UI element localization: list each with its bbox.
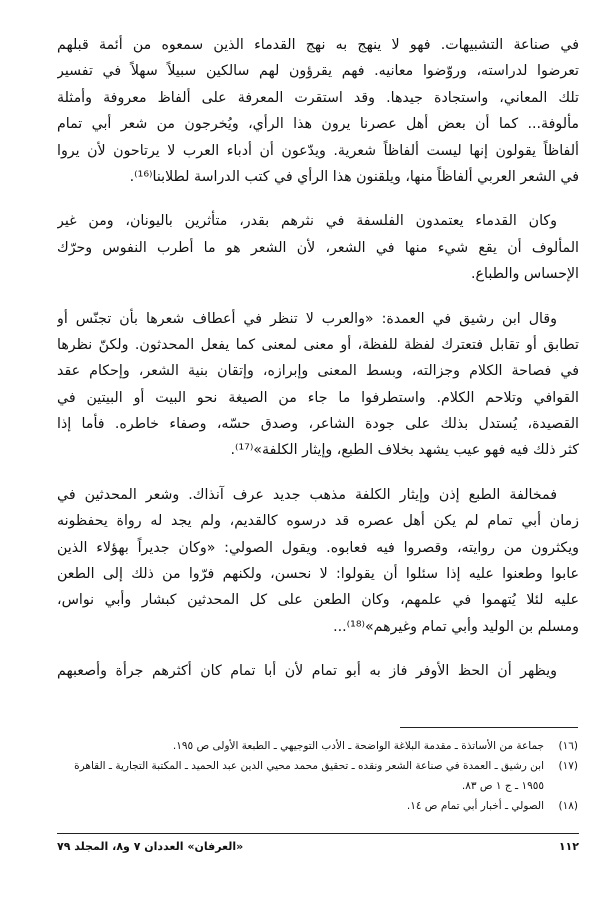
footnote-text: ابن رشيق ـ العمدة في صناعة الشعر ونقده ـ تحقيق محمد محيي الدين عبد الحميد ـ المكتبة التجارية ـ القاهرة ١٩٥٥ ـ ج ١ ص ٨٣.	[74, 760, 544, 792]
footnote	[60, 756, 578, 796]
paragraph	[57, 208, 579, 287]
text-line: مألوفة... كما أن بعض أهل عصرنا يرون هذا الرأي، ويُخرجون من شعر أبي تمام	[57, 116, 579, 133]
footnote-number: (١٦)	[558, 740, 578, 752]
paragraph	[57, 658, 579, 684]
text-line: ويظهر أن الحظ الأوفر فاز به أبو تمام لأن أبا تمام كان أكثرهم جرأة وأصعبهم	[57, 663, 557, 680]
text-line: ألفاظاً يقولون إنها ليست ألفاظاً شعرية. ويدّعون أن أدباء العرب لا يرتاحون لأن يروا	[57, 142, 579, 159]
body-text	[57, 32, 579, 703]
footnote-number: (١٧)	[558, 760, 578, 772]
paragraph	[57, 32, 579, 190]
page-number: ١١٢	[558, 840, 579, 853]
text-line: المألوف أن يقع شيء منها في الشعر، لأن الشعر هو ما أطرب النفوس وحرّك	[57, 239, 579, 256]
text-line: القصيدة، يُستدل بذلك على جودة الشاعر، وصدق حسّه، وصفاء خاطره. فأما إذا	[57, 416, 579, 433]
text-line: في الشعر العربي ألفاظاً منها، ويلقنون هذا الرأي في كتب الدراسة لطلابنا⁽¹⁶⁾.	[129, 168, 579, 185]
footnote	[60, 736, 578, 756]
text-line: عليه لئلا يُتهموا في علمهم، وكان الطعن على كل المحدثين كبشار وأبي نواس،	[57, 592, 579, 609]
text-line: ويكثرون من روايته، وقصروا فيه فعابوه. ويقول الصولي: «وكان جديراً بهؤلاء الذين	[57, 539, 579, 556]
text-line: القوافي وتلاحم الكلام. واستطرفوا ما جاء من الصيغة نحو البيت أو البيتين في	[57, 389, 579, 406]
paragraph	[57, 306, 579, 464]
text-line: وكان القدماء يعتمدون الفلسفة في نثرهم بقدر، متأثرين باليونان، ومن غير	[57, 213, 557, 230]
text-line: في فصاحة الكلام وجزالته، وبسط المعنى وإبرازه، وإتقان بنية الشعر، وإحكام عقد	[57, 363, 579, 380]
footnote-text: الصولي ـ أخبار أبي تمام ص ١٤.	[406, 800, 544, 812]
text-line: زمان أبي تمام لم يكن أهل عصره قد درسوه كالقديم، ولم يجد له رواة يحفظونه	[57, 513, 579, 530]
footnote-text: جماعة من الأساتذة ـ مقدمة البلاغة الواضحة ـ الأدب التوجيهي ـ الطبعة الأولى ص ١٩٥.	[172, 740, 544, 752]
text-line: كثر ذلك فيه فهو عيب يشهد بخلاف الطبع، وإيثار الكلفة»⁽¹⁷⁾.	[230, 442, 579, 459]
text-line: وقال ابن رشيق في العمدة: «والعرب لا تنظر في أعطاف شعرها بأن تجنّس أو	[57, 310, 557, 327]
text-line: الإحساس والطباع.	[471, 266, 579, 283]
page-footer	[57, 840, 579, 853]
footnotes	[60, 736, 578, 816]
text-line: ومسلم بن الوليد وأبي تمام وغيرهم»⁽¹⁸⁾...	[333, 618, 579, 635]
footnote-divider	[400, 727, 578, 728]
footer-divider	[57, 833, 579, 834]
text-line: عابوا وطعنوا عليه إذا سئلوا أن يقولوا: لا نحسن، ولكنهم فرّوا من ذلك إلى الطعن	[57, 566, 579, 583]
text-line: تطابق أو تقابل فتعترك لفظة للفظة، أو معنى لمعنى كما يفعل المحدثون. ولكنّ نظرها	[57, 336, 579, 353]
text-line: في صناعة التشبيهات. فهو لا ينهج به نهج القدماء الذين سمعوه من أئمة قبلهم	[57, 37, 579, 53]
journal-reference: «العرفان» العددان ٧ و٨، المجلد ٧٩	[57, 840, 244, 853]
footnote-number: (١٨)	[558, 800, 578, 812]
paragraph	[57, 482, 579, 640]
text-line: تعرضوا لدراسته، وروّضوا معانيه. فهم يقرؤون لهم سالكين سبيلاً سهلاً في تفسير	[57, 63, 579, 80]
footnote	[60, 796, 578, 816]
text-line: فمخالفة الطبع إذن وإيثار الكلفة مذهب جديد عرف آنذاك. وشعر المحدثين في	[57, 486, 557, 503]
text-line: تلك المعاني، واستجادة جيدها. وقد استقرت المعرفة على ألفاظ معروفة وأمثلة	[57, 89, 579, 106]
